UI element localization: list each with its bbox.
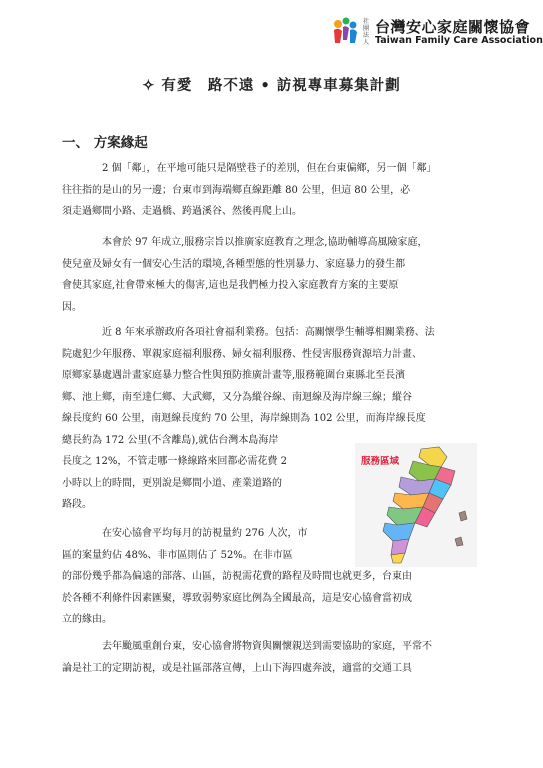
logo-legal-label: 社團法人 (363, 18, 370, 46)
paragraph-5-line: 論是社工的定期訪視，或是社區部落宣傳，上山下海四處奔波，適當的交通工具 (62, 662, 412, 674)
paragraph-2-line: 會使其家庭,社會帶來極大的傷害,這也是我們極力投入家庭教育方案的主要原 (62, 280, 399, 291)
paragraph-3-line: 路段。 (62, 499, 92, 510)
paragraph-1-line: 須走過鄉間小路、走過橋、跨過溪谷、然後再爬上山。 (62, 206, 302, 217)
paragraph-2-line: 本會於 97 年成立,服務宗旨以推廣家庭教育之理念,協助輔導高風險家庭， (102, 237, 428, 248)
paragraph-3-line: 總長約為 172 公里(不含離島),就估台灣本島海岸 (62, 434, 279, 446)
service-area-map (355, 443, 477, 567)
paragraph-3-line: 長度之 12%，不管走哪一條線路來回都必需花費 2 (62, 456, 287, 467)
paragraph-2-line: 使兒童及婦女有一個安心生活的環境,各種型態的性別暴力、家庭暴力的發生都 (62, 258, 406, 270)
section-heading: 一、 方案緣起 (62, 135, 148, 151)
association-name-en: Taiwan Family Care Association (375, 35, 543, 46)
map-label: 服務區域 (361, 456, 400, 467)
paragraph-5-line: 去年颱風重創台東，安心協會將物資與關懷親送到需要協助的家庭，平常不 (102, 641, 432, 652)
paragraph-4-line: 於各種不利條件因素匯聚，導致弱勢家庭比例為全國最高，這是安心協會當初成 (62, 592, 412, 604)
paragraph-3-line: 小時以上的時間，更別說是鄉間小道、產業道路的 (62, 477, 282, 489)
paragraph-3-line: 院處犯少年服務、單親家庭福利服務、婦女福利服務、性侵害服務資源培力計畫、 (62, 348, 422, 360)
taitung-map-icon (355, 443, 477, 567)
paragraph-4-line: 立的緣由。 (62, 614, 112, 625)
paragraph-1-line: 2 個「鄰」，在平地可能只是隔壁巷子的差別，但在台東偏鄉，另一個「鄰」 (102, 163, 437, 174)
paragraph-2-line: 因。 (62, 301, 82, 313)
paragraph-1-line: 往往指的是山的另一邊；台東市到海端鄉直線距離 80 公里，但這 80 公里，必 (62, 184, 411, 196)
paragraph-3-line: 原鄉家暴處遇計畫家庭暴力整合性與預防推廣計畫等,服務範圍台東縣北至長濱 (62, 370, 406, 381)
paragraph-3-line: 鄉、池上鄉，南至達仁鄉、大武鄉，又分為縱谷線、南迴線及海岸線三線；縱谷 (62, 391, 412, 403)
association-logo (330, 12, 543, 52)
paragraph-4-line: 在安心協會平均每月的訪視量約 276 人次，市 (102, 528, 308, 539)
page-title: ✧ 有愛 路不遠 • 訪視專車募集計劃 (142, 77, 401, 94)
paragraph-4-line: 區的案量約佔 48%、非市區則佔了 52%。在非市區 (62, 549, 293, 561)
family-logo-icon (330, 16, 360, 46)
paragraph-3-line: 近 8 年來承辦政府各項社會福利業務。包括：高關懷學生輔導相關業務、法 (102, 327, 435, 338)
association-name-cn: 台灣安心家庭關懷協會 (375, 18, 531, 36)
paragraph-3-line: 線長度約 60 公里，南迴線長度約 70 公里，海岸線則為 102 公里，而海岸線長度 (62, 413, 426, 424)
paragraph-4-line: 的部份幾乎都為偏遠的部落、山區，訪視需花費的路程及時間也就更多，台東由 (62, 571, 412, 582)
